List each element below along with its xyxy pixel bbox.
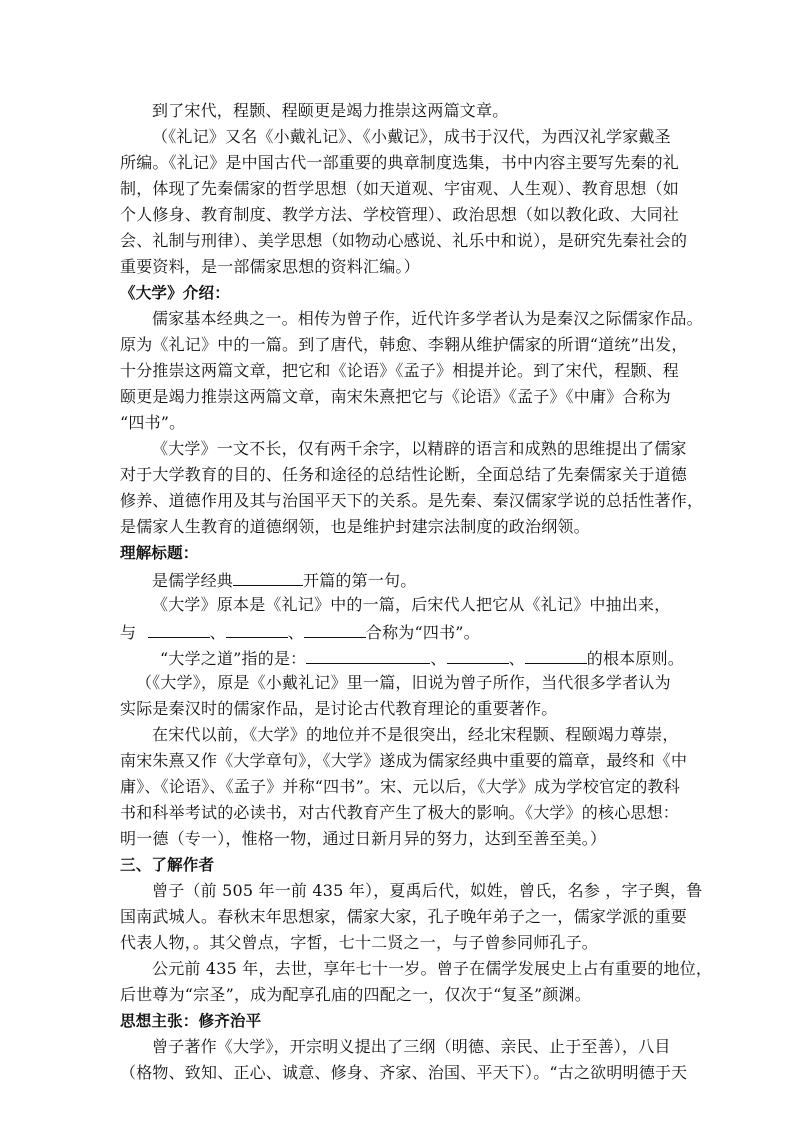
section-heading: 理解标题： (120, 544, 199, 562)
text-line: 实际是秦汉时的儒家作品，是讨论古代教育理论的重要著作。 (120, 699, 558, 718)
text-line: 公元前 435 年，去世，享年七十一岁。曾子在儒学发展史上占有重要的地位， (152, 959, 713, 978)
text-line: 制，体现了先秦儒家的哲学思想（如天道观、宇宙观、人生观）、教育思想（如 (120, 179, 680, 198)
text-line: 南宋朱熹又作《大学章句》，《大学》遂成为儒家经典中重要的篇章，最终和《中 (120, 751, 688, 770)
answer-blank[interactable] (306, 647, 430, 664)
text-line: 所编。《礼记》是中国古代一部重要的典章制度选集，书中内容主要写先秦的礼 (120, 153, 680, 172)
fill-in-line (152, 569, 760, 591)
text-segment: 、 (209, 623, 226, 642)
answer-blank[interactable] (525, 647, 587, 664)
text-line: 在宋代以前，《大学》的地位并不是很突出，经北宋程颢、程颐竭力尊崇， (152, 725, 679, 744)
text-segment: 开篇的第一句。 (303, 571, 417, 590)
text-line: 后世尊为“宗圣”，成为配享孔庙的四配之一，仅次于“复圣”颜渊。 (120, 985, 591, 1004)
text-line: 颐更是竭力推崇这两篇文章，南宋朱熹把它与《论语》《孟子》《中庸》合称为 (120, 387, 672, 406)
text-line: 十分推崇这两篇文章，把它和《论语》《孟子》相提并论。到了宋代，程颢、程 (120, 361, 680, 380)
section-heading: 思想主张：修齐治平 (120, 1012, 262, 1030)
text-line: 书和科举考试的必读书，对古代教育产生了极大的影响。《大学》的核心思想： (120, 803, 680, 822)
text-segment: 、 (430, 649, 447, 668)
text-segment: “大学之道”指的是： (160, 649, 307, 668)
answer-blank[interactable] (447, 647, 509, 664)
text-line: “四书”。 (120, 413, 186, 432)
text-line: 儒家基本经典之一。相传为曾子作，近代许多学者认为是秦汉之际儒家作品。 (152, 309, 703, 328)
text-line: 曾子著作《大学》，开宗明义提出了三纲（明德、亲民、止于至善），八目 (152, 1037, 671, 1056)
section-heading: 三、了解作者 (120, 856, 215, 874)
text-line: 会、礼制与刑律）、美学思想（如物动心感说、礼乐中和说），是研究先秦社会的 (120, 231, 688, 250)
text-segment: 、 (508, 649, 525, 668)
answer-blank[interactable] (233, 569, 303, 586)
text-line: （《大学》，原是《小戴礼记》里一篇，旧说为曾子所作，当代很多学者认为 (136, 673, 671, 692)
text-segment: 是儒学经典 (152, 571, 234, 590)
text-line: 修养、道德作用及其与治国平天下的关系。是先秦、秦汉儒家学说的总括性著作， (120, 491, 704, 510)
text-segment: 合称为“四书”。 (365, 623, 480, 642)
answer-blank[interactable] (226, 621, 288, 638)
text-line: 《大学》原本是《礼记》中的一篇，后宋代人把它从《礼记》中抽出来， (152, 595, 671, 614)
text-line: 曾子（前 505 年一前 435 年），夏禹后代，姒姓，曾氏，名参 ，字子舆，鲁 (152, 881, 703, 900)
text-segment: 、 (287, 623, 304, 642)
text-line: 重要资料，是一部儒家思想的资料汇编。） (120, 257, 420, 276)
text-line: 明一德（专一），惟格一物，通过日新月异的努力，达到至善至美。） (120, 829, 607, 848)
text-line: 代表人物，。其父曾点，字皙，七十二贤之一，与子曾参同师孔子。 (120, 933, 599, 952)
text-line: 到了宋代，程颢、程颐更是竭力推崇这两篇文章。 (152, 101, 509, 120)
text-line: 对于大学教育的目的、任务和途径的总结性论断，全面总结了先秦儒家关于道德 (120, 465, 688, 484)
answer-blank[interactable] (304, 621, 366, 638)
text-line: 个人修身、教育制度、教学方法、学校管理）、政治思想（如以教化政、大同社 (120, 205, 680, 224)
text-line: （《礼记》又名《小戴礼记》、《小戴记》，成书于汉代，为西汉礼学家戴圣 (152, 127, 671, 146)
text-line: （格物、致知、正心、诚意、修身、齐家、治国、平天下）。“古之欲明明德于天 (120, 1063, 688, 1082)
text-line: 国南武城人。春秋末年思想家，儒家大家，孔子晚年弟子之一，儒家学派的重要 (120, 907, 688, 926)
answer-blank[interactable] (148, 621, 210, 638)
text-line: 庸》、《论语》、《孟子》并称“四书”。宋、元以后，《大学》成为学校官定的教科 (120, 777, 680, 796)
text-segment: 与 (120, 623, 137, 642)
fill-in-line (160, 647, 760, 669)
text-segment: 的根本原则。 (586, 649, 684, 668)
text-line: 是儒家人生教育的道德纲领，也是维护封建宗法制度的政治纲领。 (120, 517, 590, 536)
section-heading: 《大学》介绍： (120, 284, 230, 302)
text-line: 原为《礼记》中的一篇。到了唐代，韩愈、李翱从维护儒家的所谓“道统”出发， (120, 335, 688, 354)
text-line: 《大学》一文不长，仅有两千余字，以精辟的语言和成熟的思维提出了儒家 (152, 439, 687, 458)
fill-in-line (120, 621, 760, 643)
